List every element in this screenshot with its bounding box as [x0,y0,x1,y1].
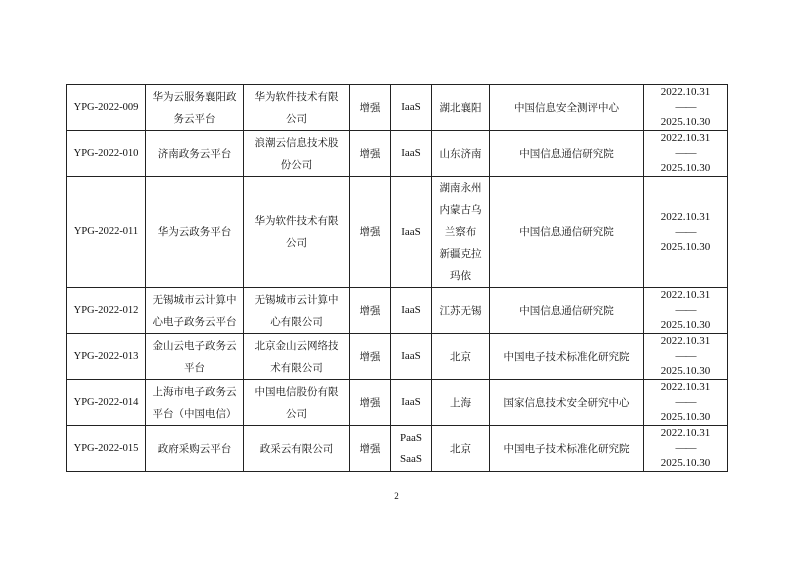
validity-start-date: 2022.10.31 [660,381,711,393]
platform-name-cell-line: 金山云电子政务云 [152,339,237,352]
validity-separator: —— [675,101,696,113]
location-cell-line: 玛依 [450,270,471,282]
cert-code-cell: YPG-2022-012 [67,288,146,334]
validity-separator: —— [675,396,696,408]
platform-name-cell-line: 务云平台 [173,112,216,125]
cert-code-cell: YPG-2022-009 [67,85,146,131]
company-name-cell [244,334,350,380]
platform-name-cell-line: 平台 [184,361,205,374]
platform-name-cell [146,380,244,426]
validity-start-date: 2022.10.31 [660,86,711,98]
company-name-cell-line: 公司 [286,407,307,420]
company-name-cell [244,426,350,472]
validity-end-date: 2025.10.30 [660,411,711,423]
service-type-cell [391,288,432,334]
platform-name-cell-line: 政府采购云平台 [157,442,232,455]
company-name-cell-line: 政采云有限公司 [259,442,334,455]
assessment-agency-cell: 中国信息通信研究院 [490,177,644,288]
table-row [67,177,728,288]
service-type-cell-line: IaaS [401,396,421,408]
validity-period-cell [644,177,728,288]
platform-name-cell-line: 上海市电子政务云 [152,385,237,398]
company-name-cell-line: 华为软件技术有限 [254,215,339,227]
table-row [67,85,728,131]
location-cell [432,131,490,177]
company-name-cell-line: 心有限公司 [270,315,323,328]
service-type-cell-line: IaaS [401,304,421,316]
validity-separator: —— [675,147,696,159]
validity-start-date: 2022.10.31 [660,289,711,301]
service-type-cell-line: PaaS [400,431,422,444]
validity-separator: —— [675,304,696,316]
validity-period-cell [644,380,728,426]
company-name-cell-line: 浪潮云信息技术股 [254,136,339,149]
service-type-cell [391,334,432,380]
assessment-agency-cell: 中国信息通信研究院 [490,288,644,334]
location-cell-line: 北京 [450,442,471,455]
location-cell-line: 湖北襄阳 [439,101,482,114]
company-name-cell-line: 中国电信股份有限 [254,385,339,398]
company-name-cell-line: 份公司 [280,158,313,171]
platform-name-cell [146,131,244,177]
company-name-cell-line: 公司 [286,112,307,125]
platform-name-cell [146,177,244,288]
company-name-cell-line: 公司 [286,237,307,249]
company-name-cell [244,85,350,131]
validity-end-date: 2025.10.30 [660,162,711,174]
security-level-cell: 增强 [350,380,391,426]
service-type-cell [391,131,432,177]
service-type-cell-line: SaaS [400,452,422,465]
validity-period-cell [644,426,728,472]
company-name-cell-line: 术有限公司 [270,361,323,374]
service-type-cell-line: IaaS [401,350,421,362]
security-level-cell: 增强 [350,85,391,131]
cert-code-cell: YPG-2022-014 [67,380,146,426]
assessment-agency-cell: 国家信息技术安全研究中心 [490,380,644,426]
location-cell [432,334,490,380]
platform-name-cell-line: 平台（中国电信） [152,407,237,420]
platform-name-cell [146,334,244,380]
validity-period-cell [644,334,728,380]
platform-name-cell [146,85,244,131]
table-body [67,85,728,472]
validity-start-date: 2022.10.31 [660,210,711,223]
validity-period-cell [644,131,728,177]
validity-period-cell [644,288,728,334]
assessment-agency-cell: 中国信息安全测评中心 [490,85,644,131]
validity-period-cell [644,85,728,131]
cert-code-cell: YPG-2022-015 [67,426,146,472]
table-row [67,131,728,177]
service-type-cell [391,177,432,288]
assessment-agency-cell: 中国信息通信研究院 [490,131,644,177]
location-cell-line: 山东济南 [439,147,482,160]
location-cell-line: 内蒙古乌 [439,204,482,216]
location-cell [432,288,490,334]
assessment-agency-cell: 中国电子技术标准化研究院 [490,334,644,380]
location-cell-line: 上海 [450,396,471,409]
company-name-cell [244,177,350,288]
security-level-cell: 增强 [350,334,391,380]
platform-name-cell-line: 心电子政务云平台 [152,315,237,328]
table-row [67,426,728,472]
security-level-cell: 增强 [350,177,391,288]
location-cell-line: 江苏无锡 [439,304,482,317]
location-cell [432,426,490,472]
validity-start-date: 2022.10.31 [660,335,711,347]
location-cell [432,380,490,426]
platform-name-cell [146,288,244,334]
location-cell-line: 兰察布 [444,226,477,238]
table-row [67,288,728,334]
page-number: 2 [394,491,399,501]
validity-end-date: 2025.10.30 [660,365,711,377]
service-type-cell [391,426,432,472]
location-cell [432,177,490,288]
location-cell-line: 新疆克拉 [439,248,482,260]
cert-code-cell: YPG-2022-010 [67,131,146,177]
table-row [67,380,728,426]
location-cell-line: 北京 [450,350,471,363]
security-level-cell: 增强 [350,288,391,334]
service-type-cell [391,85,432,131]
validity-separator: —— [675,350,696,362]
platform-name-cell-line: 济南政务云平台 [157,147,232,160]
certification-table [66,84,728,472]
validity-end-date: 2025.10.30 [660,116,711,128]
location-cell-line: 湖南永州 [439,182,482,194]
service-type-cell-line: IaaS [401,225,421,238]
service-type-cell [391,380,432,426]
service-type-cell-line: IaaS [401,101,421,113]
validity-end-date: 2025.10.30 [660,457,711,469]
security-level-cell: 增强 [350,426,391,472]
table-row [67,334,728,380]
company-name-cell [244,288,350,334]
location-cell [432,85,490,131]
company-name-cell [244,380,350,426]
service-type-cell-line: IaaS [401,147,421,159]
cert-code-cell: YPG-2022-011 [67,177,146,288]
platform-name-cell-line: 华为云服务襄阳政 [152,90,237,103]
platform-name-cell [146,426,244,472]
validity-separator: —— [675,225,696,238]
platform-name-cell-line: 无锡城市云计算中 [152,293,237,306]
security-level-cell: 增强 [350,131,391,177]
company-name-cell-line: 无锡城市云计算中 [254,293,339,306]
company-name-cell-line: 华为软件技术有限 [254,90,339,103]
platform-name-cell-line: 华为云政务平台 [157,226,232,238]
validity-start-date: 2022.10.31 [660,427,711,439]
validity-separator: —— [675,442,696,454]
validity-start-date: 2022.10.31 [660,132,711,144]
assessment-agency-cell: 中国电子技术标准化研究院 [490,426,644,472]
company-name-cell-line: 北京金山云网络技 [254,339,339,352]
validity-end-date: 2025.10.30 [660,319,711,331]
cert-code-cell: YPG-2022-013 [67,334,146,380]
validity-end-date: 2025.10.30 [660,240,711,253]
company-name-cell [244,131,350,177]
